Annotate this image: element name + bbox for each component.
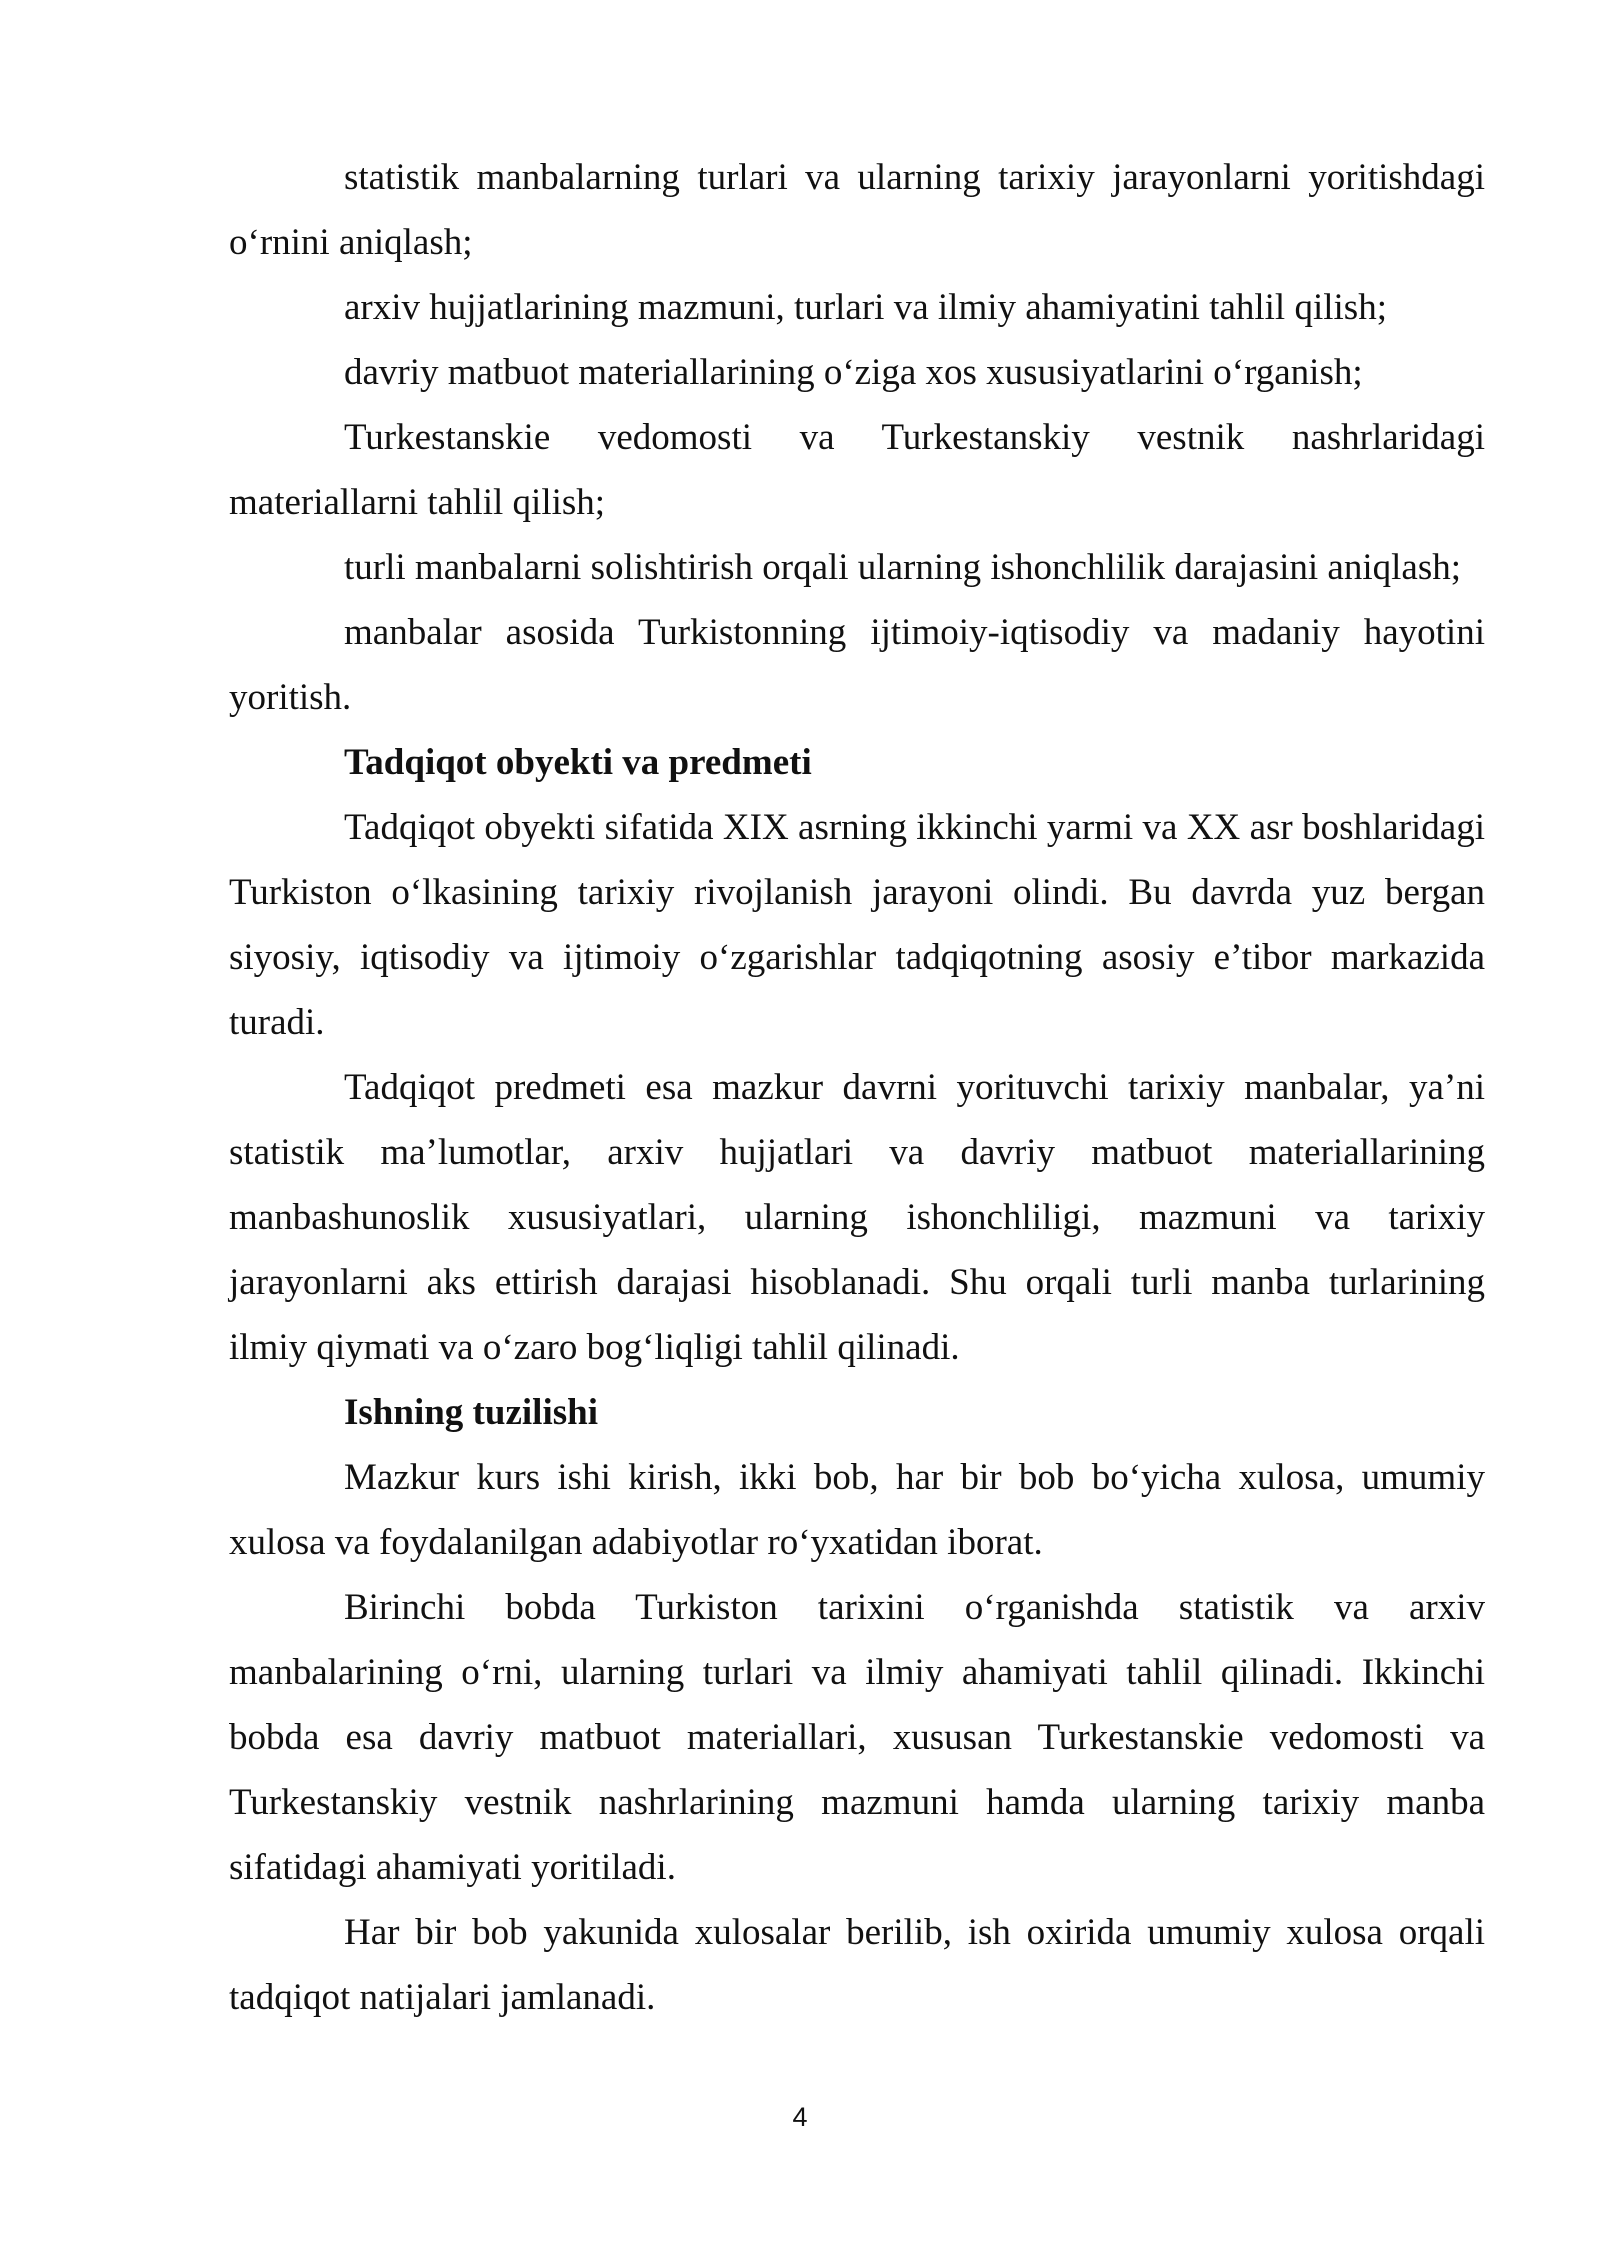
section-heading-object-subject: Tadqiqot obyekti va predmeti [344,742,812,783]
section-heading-work-structure: Ishning tuzilishi [344,1392,598,1433]
task-item-statistical-sources: statistik manbalarning turlari va ularning tarixiy jarayonlarni yoritishdagi o‘rnini aniqlash; [229,157,1485,263]
paragraph-research-object: Tadqiqot obyekti sifatida XIX asrning ikkinchi yarmi va XX asr boshlaridagi Turkiston o‘lkasining tarixiy rivojlanish jarayoni olindi. Bu davrda yuz bergan siyosiy, iqtisodiy va ijtimoiy o‘zgarishlar tadqiqotning asosiy e’tibor markazida turadi. [229,807,1485,1043]
paragraph-research-subject: Tadqiqot predmeti esa mazkur davrni yorituvchi tarixiy manbalar, ya’ni statistik ma’lumotlar, arxiv hujjatlari va davriy matbuot materiallarining manbashunoslik xususiyatlari, ularning ishonchliligi, mazmuni va tarixiy jarayonlarni aks ettirish darajasi hisoblanadi. Shu orqali turli manba turlarining ilmiy qiymati va o‘zaro bog‘liqligi tahlil qilinadi. [229,1067,1485,1368]
task-item-source-comparison: turli manbalarni solishtirish orqali ularning ishonchlilik darajasini aniqlash; [344,547,1461,588]
paragraph-conclusions: Har bir bob yakunida xulosalar berilib, ish oxirida umumiy xulosa orqali tadqiqot natijalari jamlanadi. [229,1912,1485,2018]
task-item-archive-documents: arxiv hujjatlarining mazmuni, turlari va ilmiy ahamiyatini tahlil qilish; [344,287,1387,328]
task-item-newspaper-analysis: Turkestanskie vedomosti va Turkestanskiy vestnik nashrlaridagi materiallarni tahlil qilish; [229,417,1485,523]
task-item-turkestan-life: manbalar asosida Turkistonning ijtimoiy-iqtisodiy va madaniy hayotini yoritish. [229,612,1485,718]
document-page [229,145,1485,2030]
task-item-periodical-press: davriy matbuot materiallarining o‘ziga xos xususiyatlarini o‘rganish; [344,352,1363,393]
page-number: 4 [792,2102,808,2132]
paragraph-structure-overview: Mazkur kurs ishi kirish, ikki bob, har bir bob bo‘yicha xulosa, umumiy xulosa va foydalanilgan adabiyotlar ro‘yxatidan iborat. [229,1457,1485,1563]
paragraph-chapters-description: Birinchi bobda Turkiston tarixini o‘rganishda statistik va arxiv manbalarining o‘rni, ularning turlari va ilmiy ahamiyati tahlil qilinadi. Ikkinchi bobda esa davriy matbuot materiallari, xususan Turkestanskie vedomosti va Turkestanskiy vestnik nashrlarining mazmuni hamda ularning tarixiy manba sifatidagi ahamiyati yoritiladi. [229,1587,1485,1888]
